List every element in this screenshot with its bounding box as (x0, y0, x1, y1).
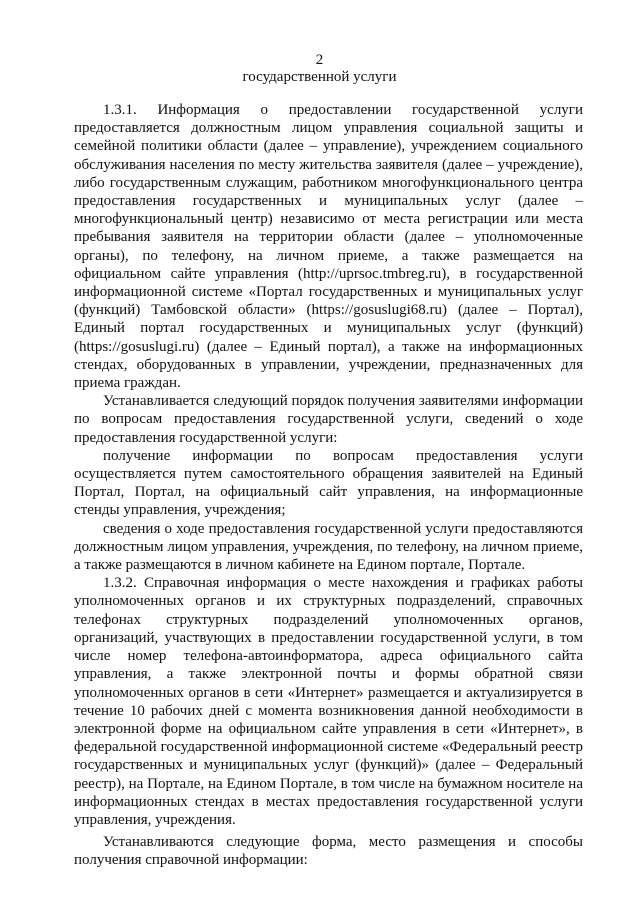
paragraph-1-3-2: 1.3.2. Справочная информация о месте нахождения и графиках работы уполномоченных органов и их структурных подразделений, справочных телефонах структурных подразделений уполномоченных органов, организаций, участвующих в предоставлении государственной услуги, в том числе номер телефона-автоинформатора, адреса официального сайта управления, а также электронной почты и формы обратной связи уполномоченных органов в сети «Интернет» размещается и актуализируется в течение 10 рабочих дней с момента возникновения данной необходимости в электронной форме на официальном сайте управления в сети «Интернет», в федеральной государственной информационной системе «Федеральный реестр государственных и муниципальных услуг (функций)» (далее – Федеральный реестр), на Портале, на Едином Портале, в том числе на бумажном носителе на информационных стендах в местах предоставления государственной услуги управления, учреждения. (74, 575, 583, 828)
running-title: государственной услуги (242, 69, 397, 85)
page-number: 2 (315, 52, 324, 68)
paragraph-info-receipt: получение информации по вопросам предоставления услуги осуществляется путем самостоятельного обращения заявителей на Единый Портал, Портал, на официальный сайт управления, на информационные стенды управления, учреждения; (74, 447, 583, 519)
paragraph-1-3-1: 1.3.1. Информация о предоставлении государственной услуги предоставляется должностным лицом управления социальной защиты и семейной политики области (далее – управление), учреждением социального обслуживания населения по месту жительства заявителя (далее – учреждение), либо государственным служащим, работником многофункционального центра предоставления государственных и муниципальных услуг (далее – многофункциональный центр) независимо от места регистрации или места пребывания заявителя на территории области (далее – уполномоченные органы), по телефону, на личном приеме, а также размещается на официальном сайте управления (http://uprsoc.tmbreg.ru), в государственной информационной системе «Портал государственных и муниципальных услуг (функций) Тамбовской области» (https://gosuslugi68.ru) (далее – Портал), Единый портал государственных и муниципальных услуг (функций) (https://gosuslugi.ru) (далее – Единый портал), а также на информационных стендах, оборудованных в управлении, учреждении, предназначенных для приема граждан. (74, 102, 583, 392)
paragraph-info-order: Устанавливается следующий порядок получения заявителями информации по вопросам предоставления государственной услуги, сведений о ходе предоставления государственной услуги: (74, 393, 583, 446)
paragraph-reference-forms: Устанавливаются следующие форма, место размещения и способы получения справочной информации: (74, 834, 583, 869)
paragraph-progress-info: сведения о ходе предоставления государственной услуги предоставляются должностным лицом управления, учреждения, по телефону, на личном приеме, а также размещаются в личном кабинете на Едином портале, Портале. (74, 520, 583, 574)
document-body (74, 101, 583, 870)
